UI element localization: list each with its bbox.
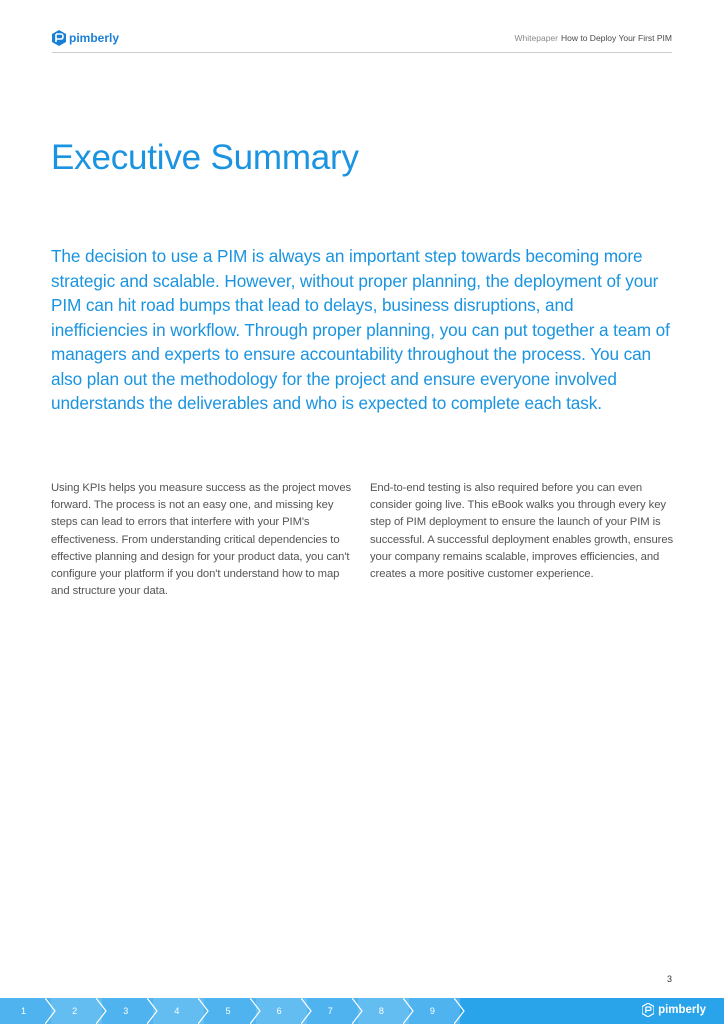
header-doc-title: How to Deploy Your First PIM [560,33,672,43]
header-logo-text: pimberly [69,31,120,45]
chevron-right-icon [454,998,466,1024]
chapter-nav-label: 2 [72,1006,78,1016]
chapter-nav-label: 4 [174,1006,180,1016]
page-header [52,28,672,53]
chevron-right-icon [198,998,210,1024]
chapter-nav-item-6[interactable] [256,998,307,1024]
chevron-right-icon [352,998,364,1024]
chapter-nav [0,998,460,1024]
page-number: 3 [666,974,672,984]
chevron-right-icon [403,998,415,1024]
chapter-nav-label: 6 [276,1006,282,1016]
chapter-nav-item-1[interactable] [0,998,51,1024]
body-column-left: Using KPIs helps you measure success as the project moves forward. The process is not an easy one, and missing key steps can lead to errors that interfere with your PIM's effectiveness. From understanding critical dependencies to effective planning and design for your product data, you can't configure your platform if you don't understand how to map and structure your data. [51,482,352,598]
chevron-right-icon [301,998,313,1024]
chapter-nav-label: 5 [225,1006,231,1016]
chapter-nav-label: 3 [123,1006,129,1016]
intro-paragraph: The decision to use a PIM is always an important step towards becoming more strategic and scalable. However, without proper planning, the deployment of your PIM can hit road bumps that lead to delays, business disruptions, and inefficiencies in workflow. Through proper planning, you can put together a team of managers and experts to ensure accountability throughout the process. You can also plan out the methodology for the project and ensure everyone involved understands the deliverables and who is expected to complete each task. [51,246,670,413]
header-logo[interactable] [52,30,119,46]
pimberly-logo-icon [642,1003,654,1017]
chapter-nav-item-4[interactable] [153,998,204,1024]
chapter-nav-label: 9 [429,1006,435,1016]
chapter-nav-item-5[interactable] [204,998,255,1024]
page-title: Executive Summary [51,138,359,177]
header-doc-info [515,33,672,43]
chapter-nav-item-8[interactable] [358,998,409,1024]
chapter-nav-label: 8 [378,1006,384,1016]
chapter-nav-item-2[interactable] [51,998,102,1024]
footer-logo-text: pimberly [658,1004,706,1016]
body-column-right: End-to-end testing is also required before you can even consider going live. This eBook walks you through every key step of PIM deployment to ensure the launch of your PIM is successful. A successful deployment enables growth, ensures your company remains scalable, improves efficiencies, and creates a more positive customer experience. [370,482,674,581]
chevron-right-icon [45,998,57,1024]
chapter-nav-item-7[interactable] [307,998,358,1024]
chapter-nav-label: 1 [21,1006,27,1016]
chevron-right-icon [250,998,262,1024]
chapter-nav-item-9[interactable] [409,998,460,1024]
header-doc-type: Whitepaper [514,33,558,43]
footer-logo[interactable] [642,1003,706,1017]
chevron-right-icon [96,998,108,1024]
chevron-right-icon [147,998,159,1024]
footer-nav-bar [0,998,724,1024]
chapter-nav-label: 7 [327,1006,333,1016]
chapter-nav-item-3[interactable] [102,998,153,1024]
pimberly-logo-icon [52,30,66,46]
